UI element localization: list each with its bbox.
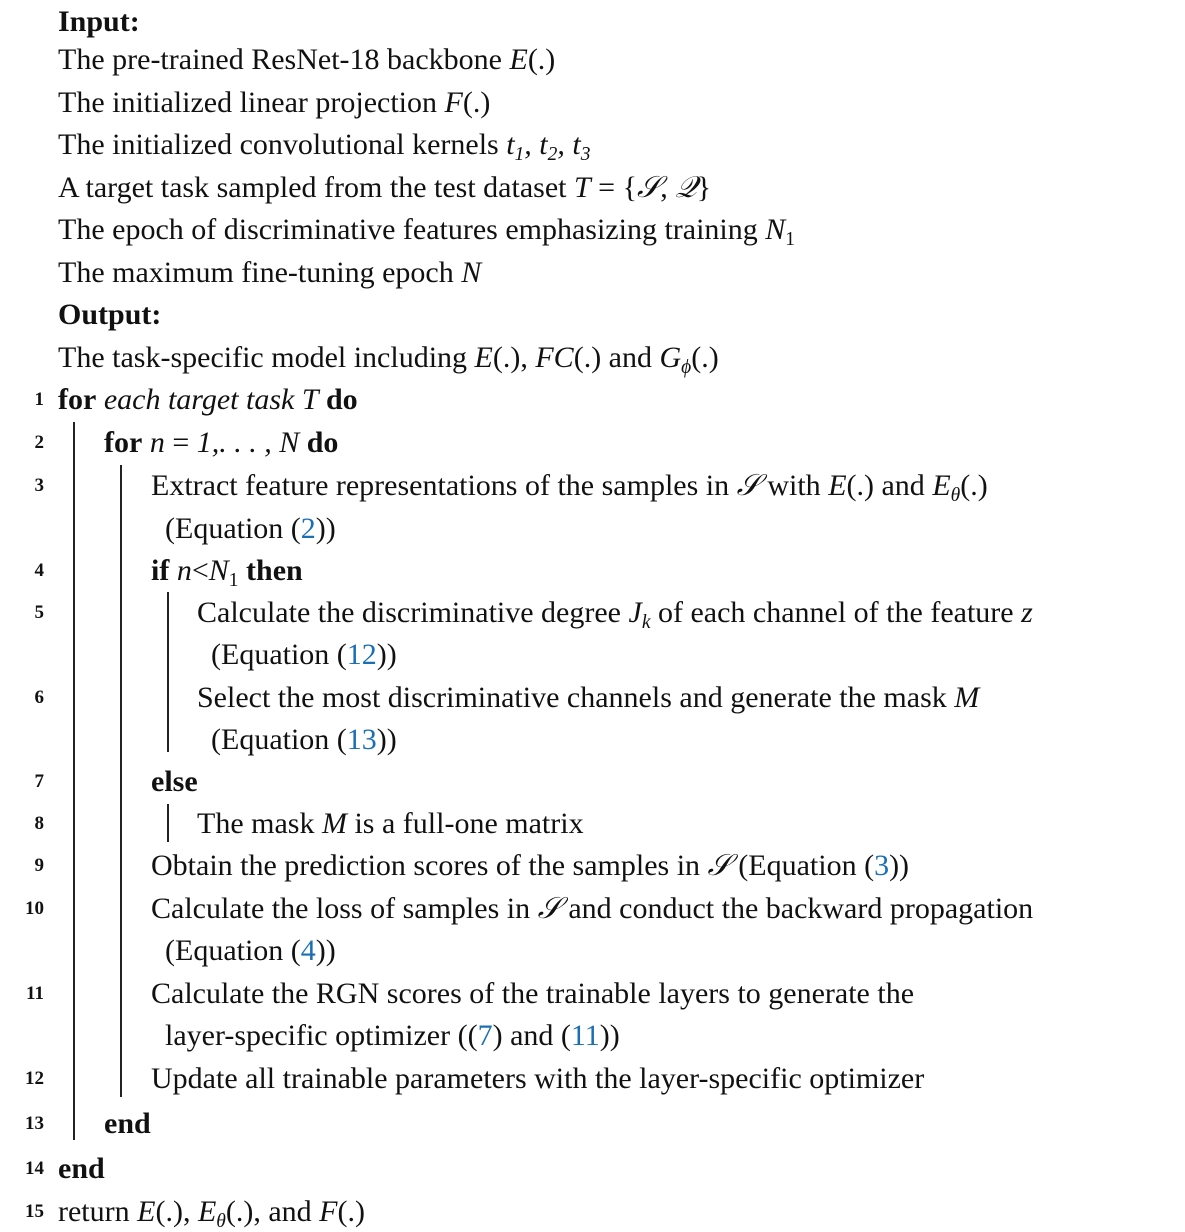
step-11: Calculate the RGN scores of the trainable layers to generate the (151, 977, 915, 1010)
input-text: The epoch of discriminative features emphasizing training (58, 213, 766, 246)
input-line-2: The initialized linear projection F(.) (58, 86, 491, 119)
keyword: for (58, 383, 97, 416)
line-number: 11 (26, 983, 44, 1004)
line-number: 7 (34, 771, 44, 792)
cont-mid: ) and ( (492, 1019, 571, 1052)
step-3: Extract feature representations of the samples in 𝒮 with E(.) and $E_\theta(.)$ (151, 469, 988, 506)
input-math: T (573, 171, 591, 204)
equation-ref-link[interactable]: 2 (300, 512, 316, 545)
cont-end: )) (315, 512, 336, 545)
keyword: for (104, 426, 143, 459)
input-line-5: The epoch of discriminative features emphasizing training $N_1$ (58, 213, 796, 250)
input-line-4: A target task sampled from the test dataset T = {𝒮, 𝒬} (58, 171, 712, 204)
cont-text: (Equation ( (165, 512, 301, 545)
block-bar-else (167, 804, 169, 842)
line-number: 6 (34, 687, 44, 708)
step-14-end: end (58, 1152, 105, 1185)
step-5: Calculate the discriminative degree $J_k$ of each channel of the feature z (197, 596, 1033, 633)
keyword: do (326, 383, 358, 416)
step-13-end: end (104, 1107, 151, 1140)
input-text: The maximum fine-tuning epoch (58, 256, 462, 289)
line-number: 4 (34, 560, 44, 581)
line-number: 9 (34, 855, 44, 876)
step-15-return: return E(.), $E_\theta(.)$, and F(.) (58, 1195, 365, 1232)
line-number: 2 (34, 432, 44, 453)
output-text: The task-specific model including (58, 341, 475, 374)
equation-ref-link[interactable]: 11 (570, 1019, 600, 1052)
cont-text: layer-specific optimizer (( (165, 1019, 478, 1052)
step-8: The mask M is a full-one matrix (197, 807, 584, 840)
step-11-cont (165, 1018, 620, 1054)
block-bar-outer-for (73, 422, 75, 1140)
input-label: Input: (58, 5, 140, 38)
step-12: Update all trainable parameters with the layer-specific optimizer (151, 1062, 925, 1095)
step-6-cont (211, 722, 397, 758)
equation-ref-link[interactable]: 4 (300, 934, 316, 967)
cont-text: (Equation ( (211, 638, 347, 671)
line-number: 1 (34, 389, 44, 410)
output-line: The task-specific model including E(.), FC(.) and $G_\phi(.)$ (58, 341, 719, 378)
cont-text: (Equation ( (165, 934, 301, 967)
step-4: if $n<N_1$ then (151, 554, 303, 591)
input-math: F (444, 86, 463, 119)
line-number: 13 (25, 1113, 44, 1134)
block-bar-if (167, 592, 169, 752)
input-line-3 (58, 127, 590, 163)
line-number: 10 (25, 898, 44, 919)
block-bar-inner-for (120, 465, 122, 1097)
input-math: $t_1$, $t_2$, $t_3$ (506, 128, 591, 165)
step-9: Obtain the prediction scores of the samples in 𝒮 (Equation (3)) (151, 849, 910, 882)
input-line-1: The pre-trained ResNet-18 backbone E(.) (58, 43, 556, 76)
equation-ref-link[interactable]: 3 (874, 849, 890, 882)
step-3-cont (165, 511, 336, 547)
keyword: if (151, 554, 170, 587)
cont-end: )) (599, 1019, 620, 1052)
keyword: do (306, 426, 339, 459)
output-label: Output: (58, 298, 162, 331)
line-number: 5 (34, 602, 44, 623)
step-1 (58, 382, 358, 418)
equation-ref-link[interactable]: 7 (477, 1019, 493, 1052)
line-number: 15 (25, 1201, 44, 1222)
cont-end: )) (376, 638, 397, 671)
cont-end: )) (376, 723, 397, 756)
step-10-cont (165, 933, 336, 969)
step-5-cont (211, 637, 397, 673)
input-math: N (765, 213, 786, 246)
line-number: 3 (34, 475, 44, 496)
line-number: 12 (25, 1068, 44, 1089)
line-number: 8 (34, 813, 44, 834)
input-text: A target task sampled from the test dataset (58, 171, 574, 204)
input-math: N (461, 256, 482, 289)
line-number: 14 (25, 1158, 44, 1179)
step-10: Calculate the loss of samples in 𝒮 and conduct the backward propagation (151, 892, 1034, 925)
cont-end: )) (315, 934, 336, 967)
input-text: The initialized linear projection (58, 86, 445, 119)
input-line-6 (58, 255, 481, 291)
input-text: The pre-trained ResNet-18 backbone (58, 43, 510, 76)
step-6: Select the most discriminative channels and generate the mask M (197, 681, 980, 714)
step-body: each target task T (103, 383, 319, 416)
keyword: then (246, 554, 303, 587)
equation-ref-link[interactable]: 12 (346, 638, 377, 671)
step-2: for n = 1,. . . , N do (104, 426, 339, 459)
equation-ref-link[interactable]: 13 (346, 723, 377, 756)
step-7-else: else (151, 765, 198, 798)
input-math: E (509, 43, 528, 76)
cont-text: (Equation ( (211, 723, 347, 756)
cont-end: )) (889, 849, 910, 882)
input-text: The initialized convolutional kernels (58, 128, 507, 161)
